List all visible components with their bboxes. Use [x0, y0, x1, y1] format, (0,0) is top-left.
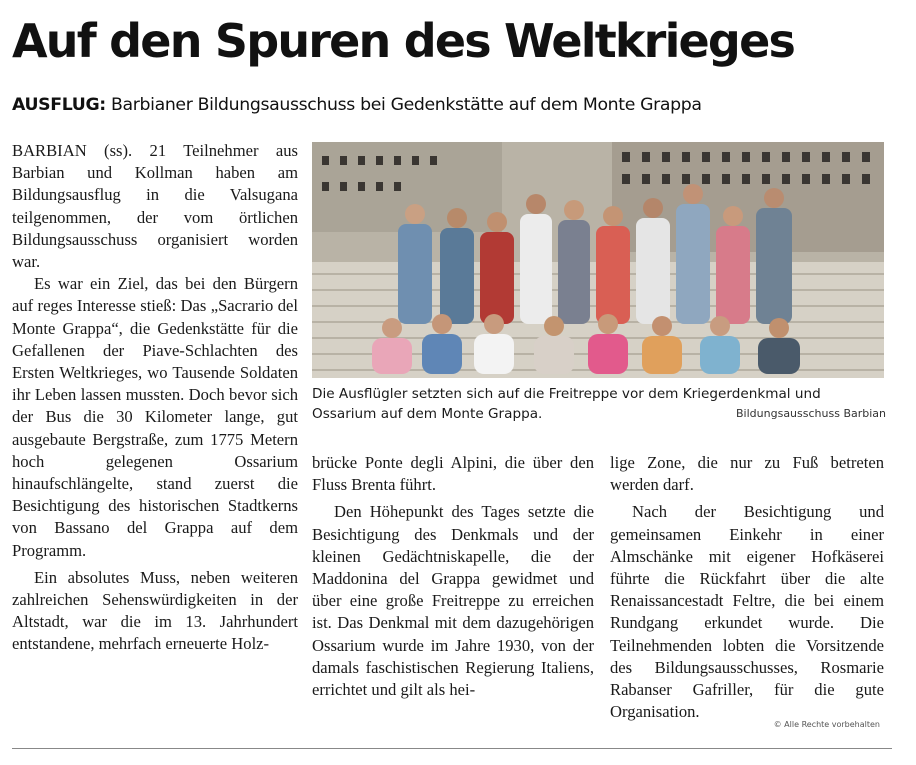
- article-subheadline-text: Barbianer Bildungsausschuss bei Gedenkstätte auf dem Monte Grappa: [111, 95, 702, 115]
- text-column-1: [12, 140, 298, 656]
- paragraph: brücke Ponte degli Alpini, die über den Fluss Brenta führt.: [312, 453, 594, 495]
- photo-credit: Bildungsausschuss Barbian: [736, 407, 886, 420]
- bottom-rule: [12, 748, 892, 749]
- paragraph: lige Zone, die nur zu Fuß betreten werden darf.: [610, 453, 884, 495]
- article-kicker: AUSFLUG:: [12, 95, 106, 115]
- article-headline: Auf den Spuren des Weltkrieges: [12, 14, 795, 68]
- paragraph: Ein absolutes Muss, neben weiteren zahlreichen Sehenswürdigkeiten in der Altstadt, war die im 13. Jahrhundert entstandene, mehrfach erneuerte Holz-: [12, 567, 298, 654]
- paragraph: Es war ein Ziel, das bei den Bürgern auf reges Interesse stieß: Das „Sacrario del Monte Grappa“, die Gedenkstätte für die Gefallenen der Piave-Schlachten des Ersten Weltkrieges, wo Tausende Soldaten ihr Leben lassen mussten. Doch bevor sich der Bus die 30 Kilometer lange, gut ausgebaute Bergstraße, zum 1775 Metern hoch gelegenen Ossarium hinaufschlängelte, stand zuerst die Besichtigung des historischen Stadtkerns von Bassano del Grappa auf dem Programm.: [12, 274, 298, 560]
- photo-caption: Die Ausflügler setzten sich auf die Freitreppe vor dem Kriegerdenkmal und Ossarium auf dem Monte Grappa.: [312, 386, 821, 422]
- paragraph: Den Höhepunkt des Tages setzte die Besichtigung des Denkmals und der kleinen Gedächtniskapelle, die der Maddonina del Grappa gewidmet und über eine große Freitreppe zu erreichen ist. Das Denkmal mit dem dazugehörigen Ossarium wurde im Jahre 1930, von der damals faschistischen Regierung Italiens, errichtet und gilt als hei-: [312, 502, 594, 700]
- copyright-notice: © Alle Rechte vorbehalten: [773, 720, 880, 729]
- article-subheadline: [12, 93, 907, 117]
- text-column-3: [610, 452, 884, 723]
- paragraph: Nach der Besichtigung und gemeinsamen Einkehr in einer Almschänke mit eigener Hofkäserei führte die Rückfahrt über die alte Renaissancestadt Feltre, die bei einem Rundgang erkundet wurde. Die Teilnehmenden lobten die Vorsitzende des Bildungsausschusses, Rosmarie Rabanser Gafriller, für die gute Organisation.: [610, 502, 884, 722]
- text-column-2: [312, 452, 594, 701]
- group-photo: [312, 142, 884, 378]
- paragraph: BARBIAN (ss). 21 Teilnehmer aus Barbian und Kollman haben am Bildungsausflug in die Valsugana teilgenommen, der vom örtlichen Bildungsausschuss organisiert worden war.: [12, 141, 298, 272]
